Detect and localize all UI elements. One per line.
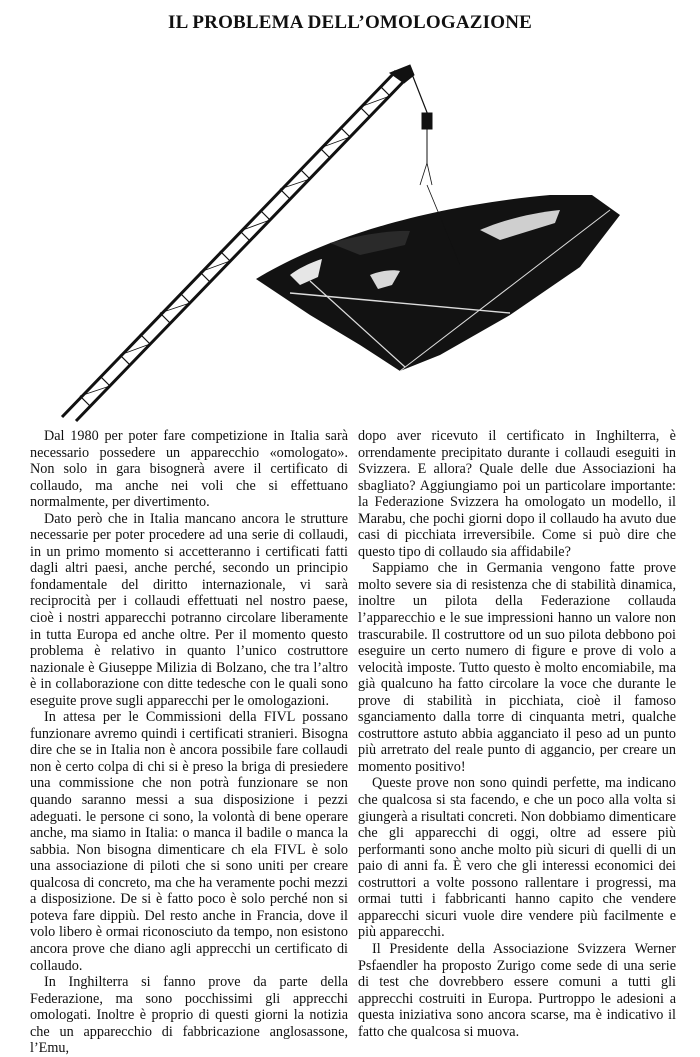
crane-hang-glider-photo: [60, 45, 660, 425]
paragraph: Il Presidente della Associazione Svizzera Werner Psfaendler ha proposto Zurigo come sede di una serie di test che dovrebbero essere comuni a tutti gli apprecchi costruiti in Europa. Purtroppo le adesioni a questa iniziativa sono ancora scarse, ma è indicativo il fatto che qualcosa si muova.: [358, 940, 676, 1040]
hang-glider-wing: [256, 185, 620, 371]
article-title: IL PROBLEMA DELL’OMOLOGAZIONE: [167, 12, 533, 33]
paragraph: Queste prove non sono quindi perfette, ma indicano che qualcosa si sta facendo, e che un poco alla volta si giungerà a risultati concreti. Non dobbiamo dimenticare che gli apparecchi di oggi, oltre ad essere più performanti sono anche molto più sicuri di quelli di un paio di anni fa. È vero che gli interessi economici dei costruttori a volte possono rallentare i progressi, ma ormai tutti i fabbricanti hanno capito che vendere apparecchi sicuri vuole dire vendere più facilmente e più apparecchi.: [358, 775, 676, 941]
right-text-column: [358, 428, 676, 1040]
paragraph: Dato però che in Italia mancano ancora le strutture necessarie per poter procedere ad una serie di collaudi, in un primo momento si accetteranno i certificati fatti dagli altri paesi, anche perché, secondo un principio fondamentale del diritto internazionale, vi sarà reciprocità per i collaudi effettuati nel nostro paese, cioè i nostri apparecchi potranno circolare liberamente in tutta Europa ed anche oltre. Per il momento questo problema è relativo in quanto l’unico costruttore nazionale è Giuseppe Milizia di Bolzano, che tra l’altro è in collaborazione con ditte tedesche con le quali sono eseguite prove sugli apparecchi per le omologazioni.: [30, 510, 348, 709]
paragraph: dopo aver ricevuto il certificato in Inghilterra, è orrendamente precipitato durante i collaudi eseguiti in Svizzera. E allora? Quale delle due Associazioni ha sbagliato? Aggiungiamo poi un particolare importante: la Federazione Svizzera ha omologato un modello, il Marabu, che pochi giorni dopo il collaudo ha avuto due casi di picchiata irreversibile. Come si può dire che questo tipo di collaudo sia affidabile?: [358, 428, 676, 560]
paragraph: In Inghilterra si fanno prove da parte della Federazione, ma sono pocchissimi gli apprecchi omologati. Inoltre è proprio di questi giorni la notizia che un apparecchio di fabbricazione anglosassone, l’Emu,: [30, 974, 348, 1057]
left-text-column: [30, 428, 348, 1057]
paragraph: Dal 1980 per poter fare competizione in Italia sarà necessario possedere un apparecchio «omologato». Non solo in gara bisognerà avere il certificato di collaudo, ma anche nei voli che si effettuano normalmente, per divertimento.: [30, 428, 348, 511]
paragraph: Sappiamo che in Germania vengono fatte prove molto severe sia di resistenza che di stabilità dinamica, inoltre un pilota della Federazione collauda l’apparecchio e le sue impressioni hanno un valore non trascurabile. Il costruttore od un suo pilota debbono poi eseguire un certo numero di figure e prove di volo a velocità imposte. Tutto questo è molto encomiabile, ma già qualcuno ha fatto circolare la voce che durante le prove di stabilità in picchiata, cioè il famoso sganciamento dalla torre di cinquanta metri, qualche costruttore astuto abbia agganciato il peso ad un punto più arretrato del reale punto di aggancio, per creare un momento positivo!: [358, 560, 676, 775]
paragraph: In attesa per le Commissioni della FIVL possano funzionare avremo quindi i certificati stranieri. Bisogna dire che se in Italia non è ancora possibile fare collaudi non è certo colpa di chi si è preso la briga di presiedere una commissione che non potrà funzionare se non quando saranno messi a sua disposizione i pezzi adeguati. le persone ci sono, la volontà di bene operare anche, ma siamo in Italia: o manca il badile o manca la sabbia. Non bisogna dimenticare ch ela FIVL è solo una associazione di piloti che si sono uniti per creare qualcosa di concreto, ma che ha veramente pochi mezzi a disposizione. De si è fatto poco è solo perché non si poteva fare dippiù. Del resto anche in Francia, dove il volo libero è ormai riconosciuto da tempo, non esistono ancora prove che diano agli apprecchi un certificato di collaudo.: [30, 709, 348, 974]
